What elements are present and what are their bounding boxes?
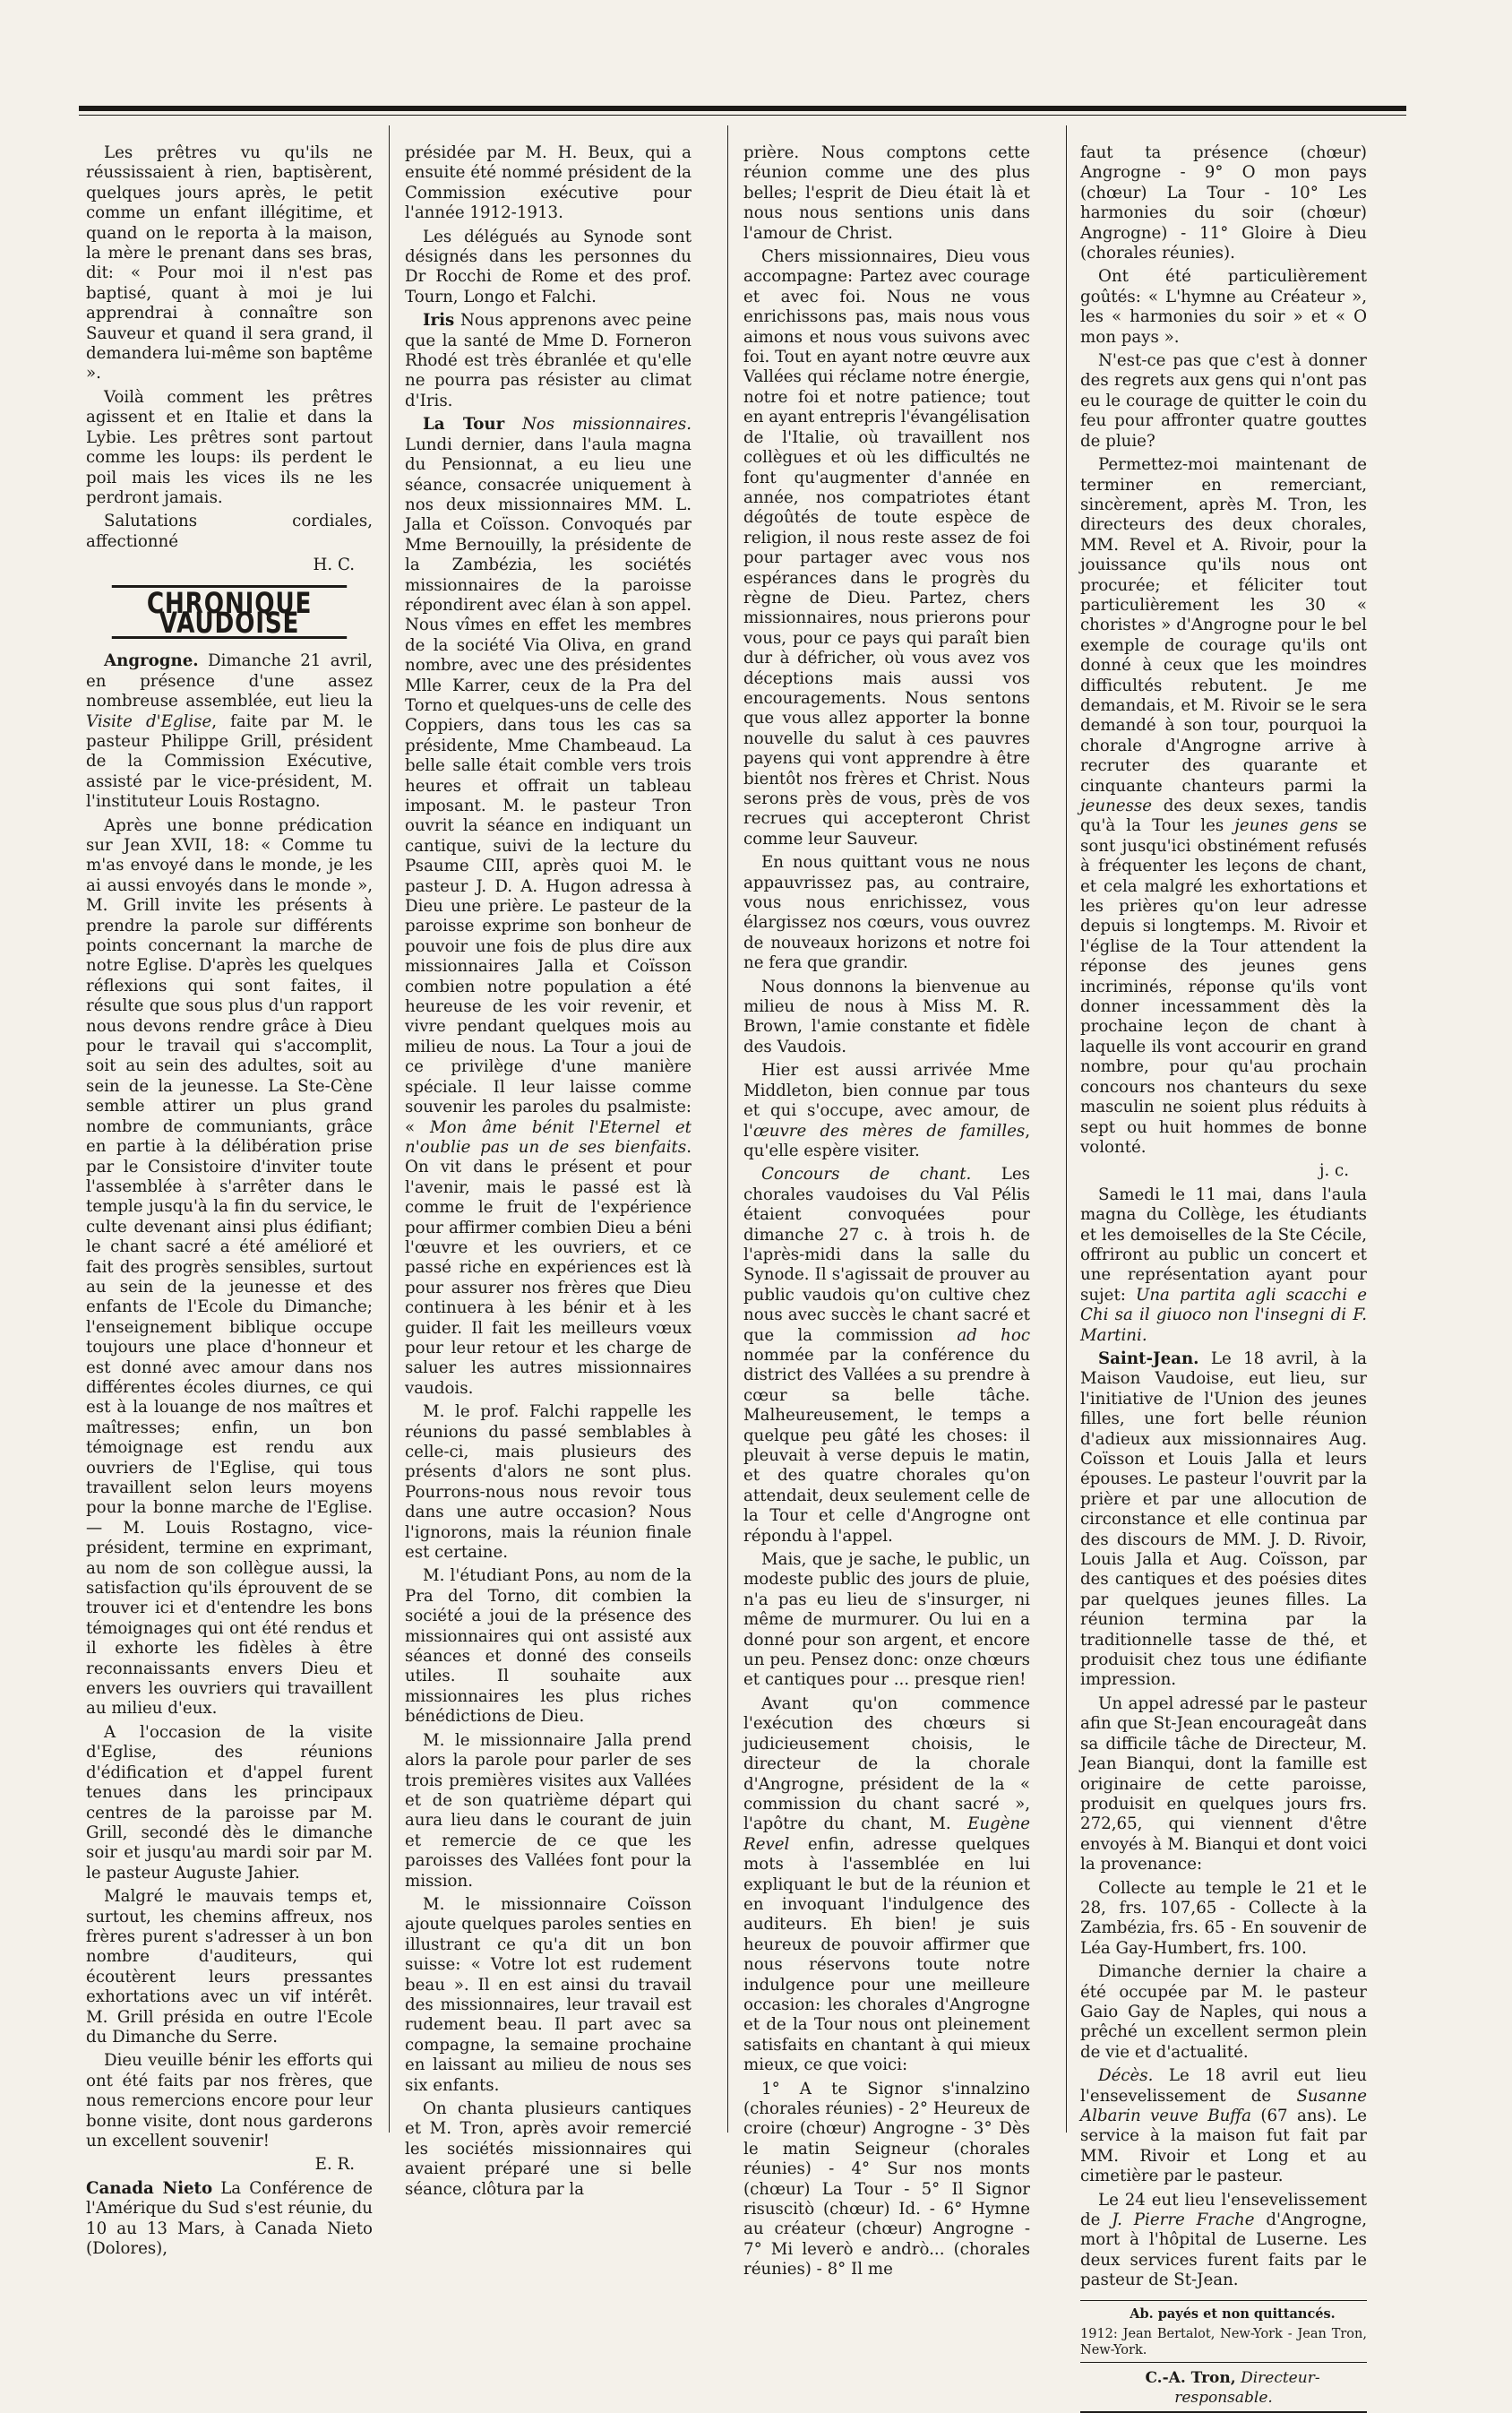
paragraph: Ont été particulièrement goûtés: « L'hymne au Créateur », les « harmonies du soir » et « O mon pays ».: [1080, 267, 1367, 347]
section-title: CHRONIQUE VAUDOISE: [112, 585, 347, 640]
paragraph: M. le missionnaire Coïsson ajoute quelques paroles senties en illustrant ce qu'a dit un bon suisse: « Votre lot est rudement beau ». Il en est ainsi du travail des missionnaires, leur travail est rudement beau. Il part avec sa compagne, la semaine prochaine en laissant au milieu de nous ses six enfants.: [405, 1894, 692, 2095]
place-heading: La Tour: [423, 415, 505, 435]
signature: j. c.: [1319, 1161, 1349, 1181]
paragraph: Dieu veuille bénir les efforts qui ont été faits par nos frères, que nous remercions encore pour leur bonne visite, dont nous garderons un excellent souvenir!: [86, 2051, 373, 2150]
signature: H. C.: [313, 556, 355, 575]
text-italic: Décès.: [1098, 2066, 1154, 2086]
text-italic: Visite d'Eglise: [86, 711, 212, 731]
column-divider: [1066, 125, 1067, 2133]
text: Les chorales vaudoises du Val Pélis étaient convoquées pour dimanche 27 c. à trois h. de l'après-midi dans la salle du Synode. Il s'agissait de prouver au public vaudois qu'on cultive chez nous avec succès le chant sacré et que la commission: [743, 1165, 1030, 1345]
text: Hier est aussi arrivée Mme Middleton, bien connue par tous et qui s'occupe, avec amour, de l': [743, 1061, 1030, 1141]
text: Avant qu'on commence l'exécution des chœurs si judicieusement choisis, le directeur de la chorale d'Angrogne, président de la « commission du chant sacré », l'apôtre du chant, M.: [743, 1693, 1030, 1834]
text: Le 18 avril eut lieu l'ensevelissement de: [1080, 2066, 1367, 2106]
paragraph: [1080, 1185, 1367, 1346]
paragraph: Les délégués au Synode sont désignés dans les personnes du Dr Rocchi de Rome et des prof. Tourn, Longo et Falchi.: [405, 227, 692, 306]
column-divider: [389, 125, 390, 2133]
text: Nous apprenons avec peine que la santé de Mme D. Forneron Rhodé est très ébranlée et qu'elle ne pourra pas résister au climat d'Iris.: [405, 311, 692, 410]
text: , qu'elle espère visiter.: [743, 1121, 1030, 1160]
paragraph: [743, 1061, 1030, 1161]
text-italic: ad hoc: [957, 1325, 1030, 1345]
paragraph-concours: [743, 1165, 1030, 1547]
text: nommée par la conférence du district des Vallées a su prendre à cœur sa belle tâche. Malheureusement, le temps a quelque peu gâté les choses: il pleuvait à verse depuis le matin, et des quatre chorales qu'on attendait, deux seulement celle de la Tour et celle d'Angrogne ont répondu à l'appel.: [743, 1345, 1030, 1546]
top-rule: [79, 106, 1406, 111]
director-name: C.-A. Tron,: [1145, 2368, 1236, 2387]
paragraph: présidée par M. H. Beux, qui a ensuite été nommé président de la Commission exécutive pour l'année 1912-1913.: [405, 143, 692, 223]
text: Samedi le 11 mai, dans l'aula magna du Collège, les étudiants et les demoiselles de la Ste Cécile, offriront au public un concert et une représentation ayant pour sujet:: [1080, 1185, 1367, 1305]
text-italic: Una partita agli scacchi e Chi sa il giuoco non l'insegni di F. Martini.: [1080, 1285, 1367, 1345]
place-heading: Canada Nieto: [86, 2178, 213, 2198]
column-1: [86, 143, 373, 2259]
column-2: [405, 143, 692, 2199]
paragraph-stjean: [1080, 1349, 1367, 1691]
text: Le 18 avril, à la Maison Vaudoise, eut lieu, sur l'initiative de l'Union des jeunes filles, une fort belle réunion d'adieux aux missionnaires Aug. Coïsson et Louis Jalla et leurs épouses. Le pasteur l'ouvrit par la prière et par une allocution de circonstance et elle continua par des discours de MM. J. D. Rivoir, Louis Jalla et Aug. Coïsson, par des cantiques et des poésies dites par quelques jeunes filles. La réunion termina par la traditionnelle tasse de thé, et produisit chez tous une édifiante impression.: [1080, 1349, 1367, 1690]
paragraph: En nous quittant vous ne nous appauvrissez pas, au contraire, vous nous enrichissez, vous élargissez nos cœurs, vous ouvrez de nouveaux horizons et notre foi ne fera que grandir.: [743, 853, 1030, 973]
paragraph: Mais, que je sache, le public, un modeste public des jours de pluie, n'a pas eu lieu de s'insurger, ni même de murmurer. Ou lui en a donné pour son argent, et encore un peu. Pensez donc: onze chœurs et cantiques pour ... presque rien!: [743, 1550, 1030, 1690]
director-title: Directeur-responsable.: [1174, 2368, 1320, 2408]
paragraph-angrogne: [86, 651, 373, 812]
paragraph: Collecte au temple le 21 et le 28, frs. 107,65 - Collecte à la Zambézia, frs. 65 - En souvenir de Léa Gay-Humbert, frs. 100.: [1080, 1878, 1367, 1958]
divider: [1080, 2300, 1367, 2301]
paragraph: [743, 1694, 1030, 2076]
text: , faite par M. le pasteur Philippe Grill, président de la Commission Exécutive, assisté par le vice-président, M. l'instituteur Louis Rostagno.: [86, 711, 373, 812]
text-italic: jeunesse: [1080, 797, 1153, 815]
text-italic: Concours de chant.: [761, 1165, 972, 1185]
paragraph: A l'occasion de la visite d'Eglise, des réunions d'édification et d'appel furent tenues dans les principaux centres de la paroisse par M. Grill, secondé dès le dimanche soir et jusqu'au mardi soir par M. le pasteur Auguste Jahier.: [86, 1722, 373, 1883]
subscriptions-title: Ab. payés et non quittancés.: [1130, 2305, 1336, 2322]
paragraph: prière. Nous comptons cette réunion comme une des plus belles; l'esprit de Dieu était là et nous nous sentions unis dans l'amour de Christ.: [743, 143, 1030, 243]
paragraph: N'est-ce pas que c'est à donner des regrets aux gens qui n'ont pas eu le courage de quitter le coin du feu pour affronter quatre gouttes de pluie?: [1080, 351, 1367, 451]
paragraph: M. l'étudiant Pons, au nom de la Pra del Torno, dit combien la société a joui de la présence des missionnaires qui ont assisté aux séances et donné des conseils utiles. Il souhaite aux missionnaires les plus riches bénédictions de Dieu.: [405, 1566, 692, 1727]
paragraph: faut ta présence (chœur) Angrogne - 9° O mon pays (chœur) La Tour - 10° Les harmonies du soir (chœur) Angrogne) - 11° Gloire à Dieu (chorales réunies).: [1080, 143, 1367, 263]
text-italic: Mon âme bénit l'Eternel et n'oublie pas un de ses bienfaits: [405, 1117, 692, 1157]
text: Permettez-moi maintenant de terminer en remerciant, sincèrement, après M. Tron, les directeurs des deux chorales, MM. Revel et A. Rivoir, pour la jouissance qu'ils nous ont procurée; et féliciter tout particulièrement les 30 « choristes » d'Angrogne pour le bel exemple de courage qu'ils ont donné à ceux que les moindres difficultés rebutent. Je me demandais, et M. Rivoir se le sera demandé à son tour, pourquoi la chorale d'Angrogne arrive à recruter des quarante et cinquante chanteurs parmi la: [1080, 455, 1367, 796]
text: d'Angrogne, mort à l'hôpital de Luserne. Les deux services furent faits par le pasteur de St-Jean.: [1080, 2210, 1368, 2290]
paragraph: M. le prof. Falchi rappelle les réunions du passé semblables à celle-ci, mais plusieurs des présents d'alors ne sont plus. Pourrons-nous nous revoir tous dans une autre occasion? Nous l'ignorons, mais la réunion finale est certaine.: [405, 1402, 692, 1563]
column-4: [1080, 143, 1368, 2408]
place-heading: Saint-Jean.: [1098, 1349, 1199, 1368]
paragraph: Voilà comment les prêtres agissent et en Italie et dans la Lybie. Les prêtres sont partout comme les loups: ils perdent le poil mais les vices ils ne les perdront jamais.: [86, 387, 373, 507]
text: (67 ans). Le service à la maison fut fait par MM. Rivoir et Long et au cimetière par le pasteur.: [1080, 2107, 1367, 2186]
text: Le 24 eut lieu l'ensevelissement de: [1080, 2190, 1367, 2230]
paragraph-deces: [1080, 2066, 1367, 2186]
text: La Conférence de l'Amérique du Sud s'est réunie, du 10 au 13 Mars, à Canada Nieto (Dolores),: [86, 2178, 373, 2259]
signature: E. R.: [314, 2155, 355, 2175]
subscriptions-list: 1912: Jean Bertalot, New-York - Jean Tron, New-York.: [1080, 2326, 1367, 2357]
text-italic: Nos missionnaires.: [521, 415, 692, 435]
paragraph: Après une bonne prédication sur Jean XVII, 18: « Comme tu m'as envoyé dans le monde, je les ai aussi envoyés dans le monde », M. Grill invite les présents à prendre la parole sur différents points concernant la marche de notre Eglise. D'après les quelques réflexions qui sont faites, il résulte que sous plus d'un rapport nous devons rendre grâce à Dieu pour le travail qui s'accomplit, soit au sein des adultes, soit au sein de la jeunesse. La Ste-Cène semble attirer un plus grand nombre de communiants, grâce en partie à la délibération prise par le Consistoire d'inviter toute l'assemblée à s'arrêter dans le temple jusqu'à la fin du service, le culte devenant ainsi plus édifiant; le chant sacré a été amélioré et fait des progrès sensibles, surtout au sein de la jeunesse et des enfants de l'Ecole du Dimanche; l'enseignement biblique occupe toujours une place d'honneur et est donné avec amour dans nos différentes écoles diurnes, ce qui est à la louange de nos maîtres et maîtresses; enfin, un bon témoignage est rendu aux ouvriers de l'Eglise, qui tous travaillent selon leurs moyens pour la bonne marche de l'Eglise. — M. Louis Rostagno, vice-président, termine en exprimant, au nom de son collègue aussi, la satisfaction qu'ils éprouvent de se trouver ici et d'entendre les bons témoignages qui ont été rendus et il exhorte les fidèles à être reconnaissants envers Dieu et envers les ouvriers qui travaillent au milieu d'eux.: [86, 815, 373, 1719]
paragraph: M. le missionnaire Jalla prend alors la parole pour parler de ses trois premières visites aux Vallées et de son quatrième départ qui aura lieu dans le courant de juin et remercie de ce que les paroisses des Vallées font pour la mission.: [405, 1730, 692, 1891]
paragraph: [1080, 2191, 1367, 2291]
text-italic: J. Pierre Frache: [1112, 2210, 1255, 2230]
text: Lundi dernier, dans l'aula magna du Pensionnat, a eu lieu une séance, consacrée uniquement à nos deux missionnaires MM. L. Jalla et Coïsson. Convoqués par Mme Bernouilly, la présidente de la Zambézia, les sociétés missionnaires de la paroisse répondirent avec élan à son appel. Nous vîmes en effet les membres de la société Via Oliva, en grand nombre, avec une des présidentes Mlle Karrer, ceux de la Pra del Torno et quelques-uns de celle des Coppiers, dans tous les cas sa présidente, Mme Chambeaud. La belle salle était comble vers trois heures et offrait un tableau imposant. M. le pasteur Tron ouvrit la séance en indiquant un cantique, suivi de la lecture du Psaume CIII, après quoi M. le pasteur J. D. A. Hugon adressa à Dieu une prière. Le pasteur de la paroisse exprime son bonheur de pouvoir une fois de plus dire aux missionnaires Jalla et Coïsson combien notre population a été heureuse de les voir revenir, et vivre pendant quelques mois au milieu de nous. La Tour a joui de ce privilège d'une manière spéciale. Il leur laisse comme souvenir les paroles du psalmiste: «: [405, 435, 692, 1137]
paragraph-canada: [86, 2179, 373, 2260]
paragraph: Nous donnons la bienvenue au milieu de nous à Miss M. R. Brown, l'amie constante et fidèle des Vaudois.: [743, 977, 1030, 1056]
text-italic: œuvre des mères de familles: [752, 1121, 1026, 1141]
text-italic: Susanne Albarin veuve Buffa: [1080, 2086, 1367, 2125]
place-heading: Iris: [423, 311, 455, 331]
paragraph: Salutations cordiales, affectionné: [86, 512, 373, 551]
text-italic: Eugène Revel: [743, 1814, 1030, 1854]
paragraph-iris: [405, 311, 692, 411]
paragraph: 1° A te Signor s'innalzino (chorales réunies) - 2° Heureux de croire (chœur) Angrogne - 3° Dès le matin Seigneur (chorales réunies) - 4° Sur nos monts (chœur) La Tour - 5° Il Signor risuscitò (chœur) Id. - 6° Hymne au créateur (chœur) Angrogne - 7° Mi leverò e andrò... (chorales réunies) - 8° Il me: [743, 2079, 1030, 2279]
text: des deux sexes, tandis qu'à la Tour les: [1080, 797, 1367, 836]
paragraph: Chers missionnaires, Dieu vous accompagne: Partez avec courage et avec foi. Nous ne vous enrichissons pas, mais nous vous aimons et nous vous suivons avec foi. Tout en ayant notre œuvre aux Vallées qui réclame notre énergie, notre foi et notre patience; tout en ayant entrepris l'évangélisation de l'Italie, où travaillent nos collègues et où les difficultés ne font qu'augmenter d'année en année, nos compatriotes étant dégoûtés de toute espèce de religion, il nous reste assez de foi pour partager avec vous nos espérances dans le progrès du règne de Dieu. Partez, chers missionnaires, nous prierons pour vous, pour ce pays qui paraît bien dur à défricher, où vous avez vos déceptions mais aussi vos encouragements. Nous sentons que vous allez apporter la bonne nouvelle du salut à ces pauvres payens qui vont apprendre à être bientôt nos frères et Christ. Nous serons près de vous, près de vos recrues qui accepteront Christ comme leur Sauveur.: [743, 247, 1030, 849]
paragraph-latour: [405, 415, 692, 1399]
paragraph: Les prêtres vu qu'ils ne réussissaient à rien, baptisèrent, quelques jours après, le petit comme un enfant illégitime, et quand on le reporta à la maison, la mère le prenant dans ses bras, dit: « Pour moi il n'est pas baptisé, quant à moi je lui apprendrai à connaître son Sauveur et quand il sera grand, il demandera lui-même son baptême ».: [86, 143, 373, 383]
paragraph: Dimanche dernier la chaire a été occupée par M. le pasteur Gaio Gay de Naples, qui nous a prêché un excellent sermon plein de vie et d'actualité.: [1080, 1962, 1367, 2062]
text: se sont jusqu'ici obstinément refusés à fréquenter les leçons de chant, et cela malgré les exhortations et les prières qu'on leur adresse depuis si longtemps. M. Rivoir et l'église de la Tour attendent la réponse des jeunes gens incriminés, réponse qu'ils vont donner incessamment dès la prochaine leçon de chant à laquelle ils vont accourir en grand nombre, pour qu'au prochain concours nos chanteurs du sexe masculin ne soient plus réduits à sept ou huit hommes de bonne volonté.: [1080, 816, 1367, 1157]
text: enfin, adresse quelques mots à l'assemblée en lui expliquant le but de la réunion et en invoquant l'indulgence des auditeurs. Eh bien! je suis heureux de pouvoir affirmer que nous réservons toute notre indulgence pour une meilleure occasion: les chorales d'Angrogne et de la Tour nous ont pleinement satisfaits en chantant à qui mieux mieux, ce que voici:: [743, 1834, 1030, 2075]
paragraph: Un appel adressé par le pasteur afin que St-Jean encourageât dans sa difficile tâche de Directeur, M. Jean Bianqui, dont la famille est originaire de cette paroisse, produisit en quelques jours frs. 272,65, qui viennent d'être envoyés à M. Bianqui et dont voici la provenance:: [1080, 1693, 1367, 1874]
top-rule-thin: [79, 115, 1406, 116]
column-divider: [727, 125, 728, 2133]
text: Dimanche 21 avril, en présence d'une assez nombreuse assemblée, eut lieu la: [86, 651, 373, 711]
column-3: [743, 143, 1030, 2279]
paragraph: [1080, 455, 1367, 1158]
text: . On vit dans le présent et pour l'avenir, mais le passé est là comme le fruit de l'expérience pour affirmer combien Dieu a béni l'œuvre et les ouvriers, et ce passé riche en expériences est là pour assurer nos frères que Dieu continuera à les bénir et à les guider. Il fait les meilleurs vœux pour leur retour et les charge de saluer les autres missionnaires vaudois.: [405, 1137, 692, 1398]
place-heading: Angrogne.: [104, 651, 199, 671]
director-line: [1080, 2362, 1367, 2413]
paragraph: Malgré le mauvais temps et, surtout, les chemins affreux, nos frères purent s'adresser à un bon nombre d'auditeurs, qui écoutèrent leurs pressantes exhortations avec un vif intérêt. M. Grill présida en outre l'Ecole du Dimanche du Serre.: [86, 1887, 373, 2047]
text-italic: jeunes gens: [1234, 816, 1338, 836]
paragraph: On chanta plusieurs cantiques et M. Tron, après avoir remercié les sociétés missionnaires qui avaient préparé une si belle séance, clôtura par la: [405, 2099, 692, 2199]
